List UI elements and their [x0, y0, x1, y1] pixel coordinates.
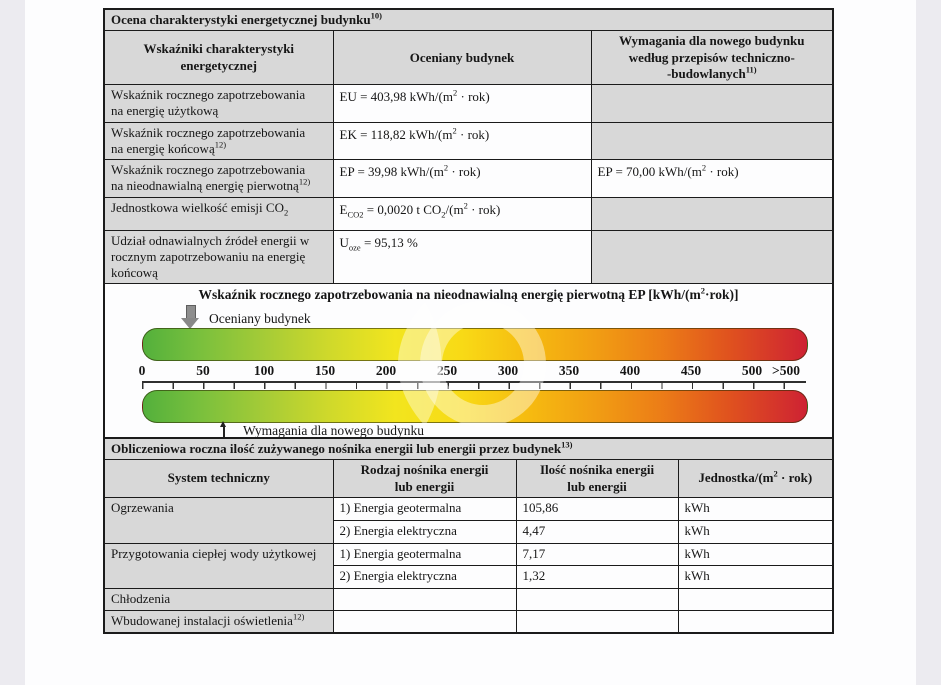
- table2-header-system: System techniczny: [104, 460, 333, 498]
- indicator-label-ep: Wskaźnik rocznego zapotrzebowania na nieodnawialną energię pierwotną$^{12)}$: [104, 160, 333, 198]
- scale-tick-label: 0: [138, 363, 146, 379]
- scale-tick-label: 50: [196, 363, 210, 379]
- energy-carrier-table: [103, 437, 834, 634]
- table-row: [104, 85, 833, 123]
- indicator-value-ek: EK = 118,82 kWh/$(m^2 \cdot rok)$: [333, 122, 591, 160]
- scale-tick-label: 150: [314, 363, 336, 379]
- carrier-type: 1) Energia geotermalna: [333, 543, 516, 565]
- table2-header-carrier-type: Rodzaj nośnika energii lub energii: [333, 460, 516, 498]
- table1-header-requirements: Wymagania dla nowego budynku według przepisów techniczno- -budowlanych$^{11)}$: [591, 31, 833, 85]
- table1-header-assessed-building: Oceniany budynek: [333, 31, 591, 85]
- table2-header-carrier-amount: Ilość nośnika energii lub energii: [516, 460, 678, 498]
- carrier-amount: 105,86: [516, 497, 678, 520]
- empty-cell: [516, 610, 678, 633]
- carrier-unit: kWh: [678, 543, 833, 565]
- empty-cell: [333, 610, 516, 633]
- scale-tick-labels: [105, 363, 832, 379]
- carrier-type: 2) Energia elektryczna: [333, 520, 516, 543]
- carrier-unit: kWh: [678, 565, 833, 588]
- requirement-value-ep: EP = 70,00 kWh/$(m^2 \cdot rok)$: [591, 160, 833, 198]
- scale-tick-label: 500: [741, 363, 763, 379]
- scale-tick-label: 200: [375, 363, 397, 379]
- system-cooling: Chłodzenia: [104, 588, 333, 610]
- indicator-value-res-share: $U_{oze} = 95,13$ %: [333, 230, 591, 284]
- table2-title: Obliczeniowa roczna ilość zużywanego nośnika energii lub energii przez budynek$^{13)}$: [104, 438, 833, 460]
- certificate-page: [25, 0, 916, 685]
- scale-tick-label: 250: [436, 363, 458, 379]
- scale-tick-marks: [142, 382, 806, 389]
- scale-tick-label: 450: [680, 363, 702, 379]
- indicator-value-ep: EP = 39,98 kWh/$(m^2 \cdot rok)$: [333, 160, 591, 198]
- table-row: [104, 197, 833, 230]
- carrier-amount: 1,32: [516, 565, 678, 588]
- system-hot-water: Przygotowania ciepłej wody użytkowej: [104, 543, 333, 588]
- ep-scale-chart: [105, 284, 832, 446]
- empty-cell: [678, 588, 833, 610]
- table2-header-unit: Jednostka/$(m^2 \cdot rok)$: [678, 460, 833, 498]
- gradient-scale-bar-top: [142, 328, 808, 361]
- indicator-label-eu: Wskaźnik rocznego zapotrzebowania na energię użytkową: [104, 85, 333, 123]
- table-row: [104, 122, 833, 160]
- indicator-value-co2: $E_{CO2} = 0,0020$ t $CO_2/(m^2 \cdot rok)$: [333, 197, 591, 230]
- carrier-amount: 4,47: [516, 520, 678, 543]
- scale-tick-label: 300: [497, 363, 519, 379]
- table-row: [104, 160, 833, 198]
- indicator-value-eu: EU = 403,98 kWh/$(m^2 \cdot rok)$: [333, 85, 591, 123]
- empty-cell: [591, 85, 833, 123]
- carrier-type: 1) Energia geotermalna: [333, 497, 516, 520]
- table-row: [104, 610, 833, 633]
- indicator-label-co2: Jednostkowa wielkość emisji $CO_2$: [104, 197, 333, 230]
- table-row: [104, 497, 833, 520]
- empty-cell: [591, 230, 833, 284]
- carrier-amount: 7,17: [516, 543, 678, 565]
- assessed-building-label: Oceniany budynek: [209, 311, 311, 327]
- chart-title: Wskaźnik rocznego zapotrzebowania na nieodnawialną energię pierwotną EP $[kWh/(m^2\cdot rok)]$: [198, 285, 739, 303]
- empty-cell: [333, 588, 516, 610]
- ep-scale-chart-cell: [104, 284, 833, 448]
- table-row: [104, 230, 833, 284]
- empty-cell: [591, 122, 833, 160]
- table-row: [104, 543, 833, 565]
- indicator-label-ek: Wskaźnik rocznego zapotrzebowania na energię końcową$^{12)}$: [104, 122, 333, 160]
- scale-tick-label: 350: [558, 363, 580, 379]
- down-arrow-icon: [181, 305, 200, 328]
- empty-cell: [678, 610, 833, 633]
- table1-title: Ocena charakterystyki energetycznej budynku$^{10)}$: [104, 9, 833, 31]
- table-row: [104, 588, 833, 610]
- system-lighting: Wbudowanej instalacji oświetlenia$^{12)}$: [104, 610, 333, 633]
- empty-cell: [591, 197, 833, 230]
- new-building-requirement-label: Wymagania dla nowego budynku: [243, 423, 425, 439]
- scale-overflow-label: >500: [772, 363, 800, 379]
- carrier-unit: kWh: [678, 520, 833, 543]
- scale-tick-label: 400: [619, 363, 641, 379]
- indicator-label-res-share: Udział odnawialnych źródeł energii w rocznym zapotrzebowaniu na energię końcową: [104, 230, 333, 284]
- energy-assessment-table: [103, 8, 834, 448]
- carrier-unit: kWh: [678, 497, 833, 520]
- gradient-scale-bar-bottom: [142, 390, 808, 423]
- scale-tick-label: 100: [253, 363, 275, 379]
- system-heating: Ogrzewania: [104, 497, 333, 543]
- empty-cell: [516, 588, 678, 610]
- table1-header-indicators: Wskaźniki charakterystyki energetycznej: [104, 31, 333, 85]
- carrier-type: 2) Energia elektryczna: [333, 565, 516, 588]
